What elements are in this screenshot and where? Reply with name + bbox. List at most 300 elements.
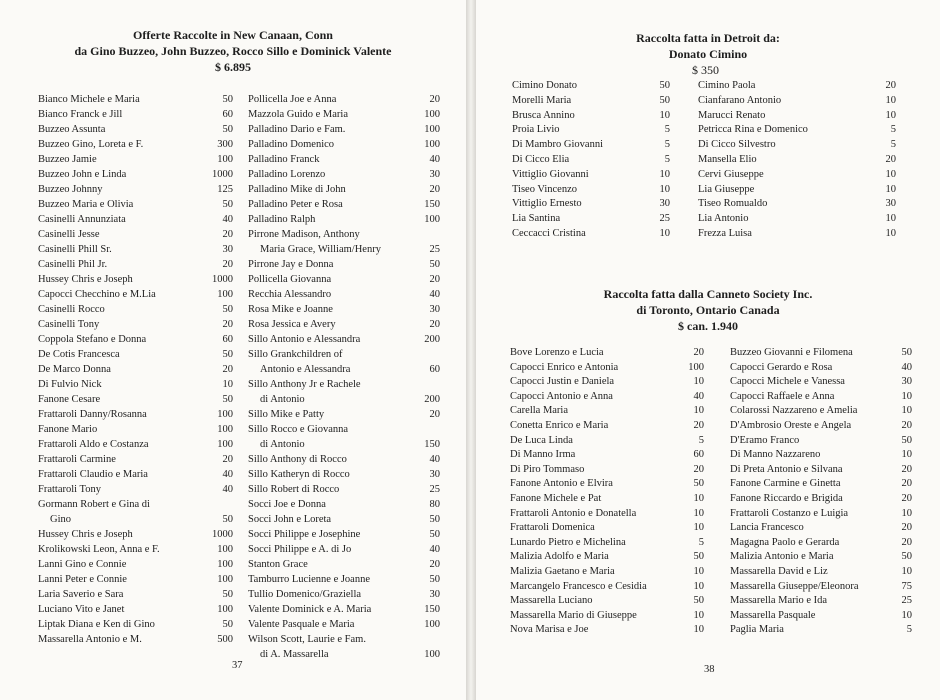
donor-row	[512, 79, 670, 94]
donation-amount: 100	[217, 409, 233, 420]
donor-name: Cervi Giuseppe	[698, 168, 764, 180]
donor-row	[730, 375, 912, 390]
donation-amount: 10	[693, 405, 704, 417]
donation-amount: 100	[217, 559, 233, 570]
donor-row	[512, 138, 670, 153]
donor-name: Antonio e Alessandra	[260, 364, 351, 375]
donor-row	[38, 257, 233, 272]
donor-name: Bianco Franck e Jill	[38, 109, 123, 120]
donor-row	[38, 527, 233, 542]
donor-name: Maria Grace, William/Henry	[260, 244, 381, 255]
donation-amount: 100	[217, 424, 233, 435]
donation-amount: 20	[429, 274, 440, 285]
book-gutter	[466, 0, 476, 700]
donor-name: Gino	[50, 514, 71, 525]
donor-row	[38, 107, 233, 122]
donor-name: Stanton Grace	[248, 559, 308, 570]
right-page	[476, 0, 940, 700]
donor-row	[248, 92, 440, 107]
donation-amount: 60	[693, 449, 704, 461]
donor-row	[38, 167, 233, 182]
title-line: di Toronto, Ontario Canada	[636, 303, 780, 317]
donor-name: Palladino Ralph	[248, 214, 316, 225]
donor-row	[510, 580, 704, 595]
donor-row	[510, 448, 704, 463]
donor-row	[698, 168, 896, 183]
donor-name: Casinelli Annunziata	[38, 214, 126, 225]
donor-name: Tiseo Vincenzo	[512, 183, 577, 195]
donation-amount: 1000	[212, 274, 233, 285]
donor-row	[38, 122, 233, 137]
title-line: Offerte Raccolte in New Canaan, Conn	[133, 28, 333, 42]
donor-column-left-1	[38, 92, 233, 647]
donation-amount: 5	[906, 624, 912, 636]
donation-amount: 10	[901, 449, 912, 461]
donation-amount: 10	[222, 379, 233, 390]
donation-amount: 10	[901, 565, 912, 577]
donation-amount: 20	[222, 319, 233, 330]
donor-row	[510, 419, 704, 434]
donor-name: Frattaroli Danny/Rosanna	[38, 409, 147, 420]
donation-amount: 40	[693, 390, 704, 402]
donation-amount: 10	[693, 580, 704, 592]
donor-name: Mazzola Guido e Maria	[248, 109, 349, 120]
donor-row	[510, 390, 704, 405]
donor-name: Pirrone Jay e Donna	[248, 259, 334, 270]
donation-amount: 10	[659, 109, 670, 121]
donor-name: Di Preta Antonio e Silvana	[730, 463, 843, 475]
donor-row	[730, 434, 912, 449]
donor-row	[248, 467, 440, 482]
donor-row	[38, 197, 233, 212]
donor-name: Di Cicco Silvestro	[698, 139, 776, 151]
donation-amount: 10	[901, 507, 912, 519]
detroit-total: $ 350	[692, 63, 719, 77]
donation-amount: 125	[217, 184, 233, 195]
donation-amount: 20	[901, 463, 912, 475]
donor-name: De Cotis Francesca	[38, 349, 120, 360]
donation-amount: 75	[901, 580, 912, 592]
donor-name: Hussey Chris e Joseph	[38, 529, 133, 540]
donor-row	[38, 227, 233, 242]
donation-amount: 200	[424, 394, 440, 405]
donor-name: Sillo Anthony Jr e Rachele	[248, 379, 361, 390]
donation-amount: 20	[901, 419, 912, 431]
donor-row	[38, 212, 233, 227]
donor-row	[38, 287, 233, 302]
donation-amount: 25	[659, 213, 670, 225]
title-line: Donato Cimino	[668, 47, 748, 61]
donation-amount: 30	[429, 169, 440, 180]
donor-name: Casinelli Rocco	[38, 304, 105, 315]
donation-amount: 100	[424, 619, 440, 630]
donor-row	[248, 152, 440, 167]
donor-row	[248, 332, 440, 347]
detroit-column-2	[698, 79, 896, 242]
donor-row	[38, 272, 233, 287]
donor-row	[248, 377, 440, 392]
donation-amount: 100	[424, 214, 440, 225]
donor-row	[38, 452, 233, 467]
donor-name: Massarella Mario e Ida	[730, 595, 828, 607]
donation-amount: 10	[885, 213, 896, 225]
donor-row	[510, 434, 704, 449]
donor-row	[38, 392, 233, 407]
donation-amount: 10	[885, 227, 896, 239]
donor-row	[38, 377, 233, 392]
donation-amount: 40	[429, 154, 440, 165]
donation-amount: 150	[424, 604, 440, 615]
donor-name: Coppola Stefano e Donna	[38, 334, 147, 345]
donor-row	[730, 361, 912, 376]
donor-name: di A. Massarella	[260, 649, 329, 660]
donation-amount: 50	[222, 349, 233, 360]
donor-row	[698, 227, 896, 242]
donor-row	[510, 536, 704, 551]
donation-amount: 100	[217, 604, 233, 615]
toronto-column-1	[510, 346, 704, 638]
donor-row	[510, 550, 704, 565]
donor-name: Buzzeo Gino, Loreta e F.	[38, 139, 144, 150]
donation-amount: 30	[901, 376, 912, 388]
donor-name: Frattaroli Tony	[38, 484, 101, 495]
donation-amount: 100	[217, 574, 233, 585]
donor-name: Lia Antonio	[698, 213, 749, 225]
donor-row	[510, 477, 704, 492]
toronto-title	[476, 286, 940, 334]
donation-amount: 5	[664, 139, 670, 151]
donor-name: Di Fulvio Nick	[38, 379, 102, 390]
donor-row	[248, 227, 440, 242]
donor-row	[512, 183, 670, 198]
donation-amount: 25	[429, 244, 440, 255]
donor-name: Ceccacci Cristina	[512, 227, 586, 239]
donor-row	[38, 302, 233, 317]
donation-amount: 10	[693, 624, 704, 636]
donation-amount: 50	[222, 124, 233, 135]
donation-amount: 10	[693, 507, 704, 519]
donation-amount: 20	[429, 94, 440, 105]
donation-amount: 50	[901, 434, 912, 446]
donation-amount: 50	[222, 394, 233, 405]
donation-amount: 40	[222, 469, 233, 480]
donation-amount: 20	[885, 80, 896, 91]
donor-row	[248, 527, 440, 542]
donor-row	[248, 617, 440, 632]
donation-amount: 100	[217, 154, 233, 165]
donation-amount: 20	[693, 463, 704, 475]
donor-name: Fanone Antonio e Elvira	[510, 478, 613, 490]
donation-amount: 10	[885, 168, 896, 180]
donor-name: Sillo Katheryn di Rocco	[248, 469, 350, 480]
donor-name: Palladino Dario e Fam.	[248, 124, 346, 135]
donor-row	[38, 437, 233, 452]
donor-name: Pirrone Madison, Anthony	[248, 229, 360, 240]
donation-amount: 25	[429, 484, 440, 495]
donor-name: di Antonio	[260, 439, 305, 450]
donor-row	[248, 347, 440, 362]
donor-row	[38, 557, 233, 572]
donor-name: Proia Livio	[512, 124, 560, 136]
donor-name: Capocci Justin e Daniela	[510, 376, 615, 388]
donor-name: Fanone Michele e Pat	[510, 492, 602, 504]
donor-name: Fanone Mario	[38, 424, 98, 435]
donor-row	[248, 602, 440, 617]
donor-name: Frattaroli Antonio e Donatella	[510, 507, 637, 519]
donation-amount: 20	[901, 522, 912, 534]
donor-name: Vittiglio Ernesto	[512, 198, 582, 210]
donor-row	[248, 587, 440, 602]
donor-row	[698, 183, 896, 198]
donor-name: Fanone Riccardo e Brigida	[730, 492, 843, 504]
donor-name: Lia Giuseppe	[698, 183, 755, 195]
donor-row	[512, 197, 670, 212]
donation-amount: 50	[429, 514, 440, 525]
donor-name: Socci Philippe e Josephine	[248, 529, 361, 540]
donor-name: Fanone Cesare	[38, 394, 101, 405]
donor-name: Tiseo Romualdo	[698, 198, 768, 210]
donor-row	[730, 463, 912, 478]
donation-amount: 60	[222, 334, 233, 345]
donation-amount: 100	[217, 289, 233, 300]
donation-amount: 40	[429, 289, 440, 300]
donor-name: Capocci Enrico e Antonia	[510, 361, 619, 373]
donation-amount: 50	[901, 347, 912, 358]
donor-column-left-2	[248, 92, 440, 662]
donation-amount: 100	[424, 139, 440, 150]
donation-amount: 40	[429, 454, 440, 465]
donation-amount: 150	[424, 439, 440, 450]
donor-name: Capocci Michele e Vanessa	[730, 376, 845, 388]
donor-row	[510, 375, 704, 390]
donor-row	[38, 317, 233, 332]
donor-row	[730, 609, 912, 624]
donor-name: Recchia Alessandro	[248, 289, 332, 300]
donation-amount: 10	[885, 183, 896, 195]
donor-row	[248, 632, 440, 647]
donation-amount: 50	[222, 199, 233, 210]
donor-name: Frattaroli Costanzo e Luigia	[730, 507, 849, 519]
donor-row	[730, 521, 912, 536]
donation-amount: 10	[901, 609, 912, 621]
donation-amount: 50	[901, 551, 912, 563]
donor-row	[248, 647, 440, 662]
donor-name: Lia Santina	[512, 213, 561, 225]
donor-name: Valente Dominick e A. Maria	[248, 604, 372, 615]
donor-row	[38, 497, 233, 512]
donor-name: Bianco Michele e Maria	[38, 94, 140, 105]
donor-row	[38, 482, 233, 497]
donor-row	[38, 182, 233, 197]
donation-amount: 1000	[212, 529, 233, 540]
donor-row	[698, 79, 896, 94]
donation-amount: 10	[693, 565, 704, 577]
donor-row	[248, 302, 440, 317]
donation-amount: 50	[222, 94, 233, 105]
donor-row	[248, 437, 440, 452]
donor-name: Brusca Annino	[512, 109, 575, 121]
donation-amount: 50	[222, 619, 233, 630]
donor-row	[248, 452, 440, 467]
donation-amount: 50	[659, 94, 670, 106]
donor-name: Hussey Chris e Joseph	[38, 274, 133, 285]
donation-amount: 10	[885, 94, 896, 106]
donation-amount: 80	[429, 499, 440, 510]
donor-name: Cimino Paola	[698, 80, 756, 91]
donor-row	[698, 138, 896, 153]
donor-row	[38, 512, 233, 527]
donor-row	[38, 617, 233, 632]
page-number: 38	[704, 664, 715, 675]
donor-row	[248, 212, 440, 227]
donor-name: Lancia Francesco	[730, 522, 804, 534]
donor-name: D'Ambrosio Oreste e Angela	[730, 419, 852, 431]
donor-name: Palladino Mike di John	[248, 184, 346, 195]
donation-amount: 50	[429, 529, 440, 540]
donor-name: Gormann Robert e Gina di	[38, 499, 150, 510]
donor-row	[510, 346, 704, 361]
donor-row	[248, 512, 440, 527]
donor-row	[730, 623, 912, 638]
total-amount: $ 6.895	[215, 60, 251, 74]
donor-row	[248, 182, 440, 197]
donor-row	[248, 557, 440, 572]
donor-row	[38, 542, 233, 557]
donor-name: Buzzeo Assunta	[38, 124, 106, 135]
donor-row	[512, 153, 670, 168]
donor-row	[248, 482, 440, 497]
donation-amount: 10	[693, 492, 704, 504]
donor-row	[512, 168, 670, 183]
donor-name: Capocci Raffaele e Anna	[730, 390, 835, 402]
donor-name: Buzzeo John e Linda	[38, 169, 127, 180]
donor-row	[248, 392, 440, 407]
donor-row	[248, 407, 440, 422]
donation-amount: 10	[693, 609, 704, 621]
donation-amount: 30	[659, 198, 670, 210]
title-line: Raccolta fatta in Detroit da:	[636, 31, 780, 45]
donation-amount: 500	[217, 634, 233, 645]
donor-row	[510, 361, 704, 376]
donation-amount: 5	[698, 536, 704, 548]
donation-amount: 20	[429, 559, 440, 570]
donation-amount: 10	[693, 522, 704, 534]
donor-row	[698, 109, 896, 124]
donor-name: Conetta Enrico e Maria	[510, 419, 609, 431]
page-number: 37	[232, 660, 243, 671]
donation-amount: 20	[693, 419, 704, 431]
donation-amount: 10	[659, 168, 670, 180]
donor-name: Frattaroli Claudio e Maria	[38, 469, 148, 480]
donor-name: Buzzeo Jamie	[38, 154, 97, 165]
donation-amount: 50	[429, 574, 440, 585]
donor-row	[730, 477, 912, 492]
donor-row	[248, 272, 440, 287]
donation-amount: 30	[429, 469, 440, 480]
donation-amount: 20	[222, 364, 233, 375]
donor-name: De Luca Linda	[510, 434, 573, 446]
donor-row	[510, 609, 704, 624]
donor-row	[38, 587, 233, 602]
donor-name: Magagna Paolo e Gerarda	[730, 536, 840, 548]
donor-name: di Antonio	[260, 394, 305, 405]
donor-name: Sillo Robert di Rocco	[248, 484, 340, 495]
donor-name: Petricca Rina e Domenico	[698, 124, 808, 136]
donor-row	[512, 227, 670, 242]
donor-name: Pollicella Giovanna	[248, 274, 332, 285]
donor-row	[510, 404, 704, 419]
donor-row	[510, 565, 704, 580]
donation-amount: 10	[885, 109, 896, 121]
donor-row	[512, 123, 670, 138]
donor-row	[248, 167, 440, 182]
donor-name: Malizia Adolfo e Maria	[510, 551, 609, 563]
donor-name: Malizia Gaetano e Maria	[510, 565, 615, 577]
detroit-title	[476, 30, 940, 62]
donor-name: Massarella Luciano	[510, 595, 593, 607]
donation-amount: 20	[885, 153, 896, 165]
donor-name: Mansella Elio	[698, 153, 757, 165]
donor-name: Krolikowski Leon, Anna e F.	[38, 544, 160, 555]
donation-amount: 60	[429, 364, 440, 375]
donor-name: Buzzeo Giovanni e Filomena	[730, 347, 853, 358]
donor-row	[730, 346, 912, 361]
donation-amount: 50	[693, 551, 704, 563]
donor-name: Cimino Donato	[512, 80, 578, 91]
donor-name: Socci Philippe e A. di Jo	[248, 544, 352, 555]
donor-name: Socci John e Loreta	[248, 514, 332, 525]
donor-name: Di Manno Irma	[510, 449, 576, 461]
donation-amount: 10	[901, 390, 912, 402]
donor-row	[248, 287, 440, 302]
donor-name: Laria Saverio e Sara	[38, 589, 124, 600]
donation-amount: 5	[698, 434, 704, 446]
donation-amount: 20	[429, 184, 440, 195]
donor-row	[248, 362, 440, 377]
donor-name: Massarella David e Liz	[730, 565, 828, 577]
donor-name: Capocci Gerardo e Rosa	[730, 361, 833, 373]
donor-name: Socci Joe e Donna	[248, 499, 326, 510]
donor-name: Lunardo Pietro e Michelina	[510, 536, 626, 548]
donor-row	[38, 242, 233, 257]
donor-row	[248, 497, 440, 512]
donor-row	[730, 565, 912, 580]
donation-amount: 100	[217, 544, 233, 555]
donation-amount: 5	[890, 124, 896, 136]
donor-row	[38, 137, 233, 152]
donor-row	[698, 153, 896, 168]
donor-row	[730, 550, 912, 565]
donation-amount: 20	[901, 492, 912, 504]
donor-row	[248, 257, 440, 272]
donation-amount: 50	[222, 304, 233, 315]
donor-row	[38, 467, 233, 482]
donor-name: Palladino Franck	[248, 154, 320, 165]
donor-name: Buzzeo Johnny	[38, 184, 103, 195]
donation-amount: 50	[693, 478, 704, 490]
donor-name: D'Eramo Franco	[730, 434, 800, 446]
donor-row	[38, 332, 233, 347]
donor-row	[248, 572, 440, 587]
donor-row	[248, 107, 440, 122]
donation-amount: 20	[901, 478, 912, 490]
donor-name: Casinelli Tony	[38, 319, 100, 330]
left-page-title	[0, 27, 466, 75]
donor-name: Casinelli Phil Jr.	[38, 259, 108, 270]
donation-amount: 5	[664, 124, 670, 136]
donor-name: De Marco Donna	[38, 364, 111, 375]
donation-amount: 300	[217, 139, 233, 150]
